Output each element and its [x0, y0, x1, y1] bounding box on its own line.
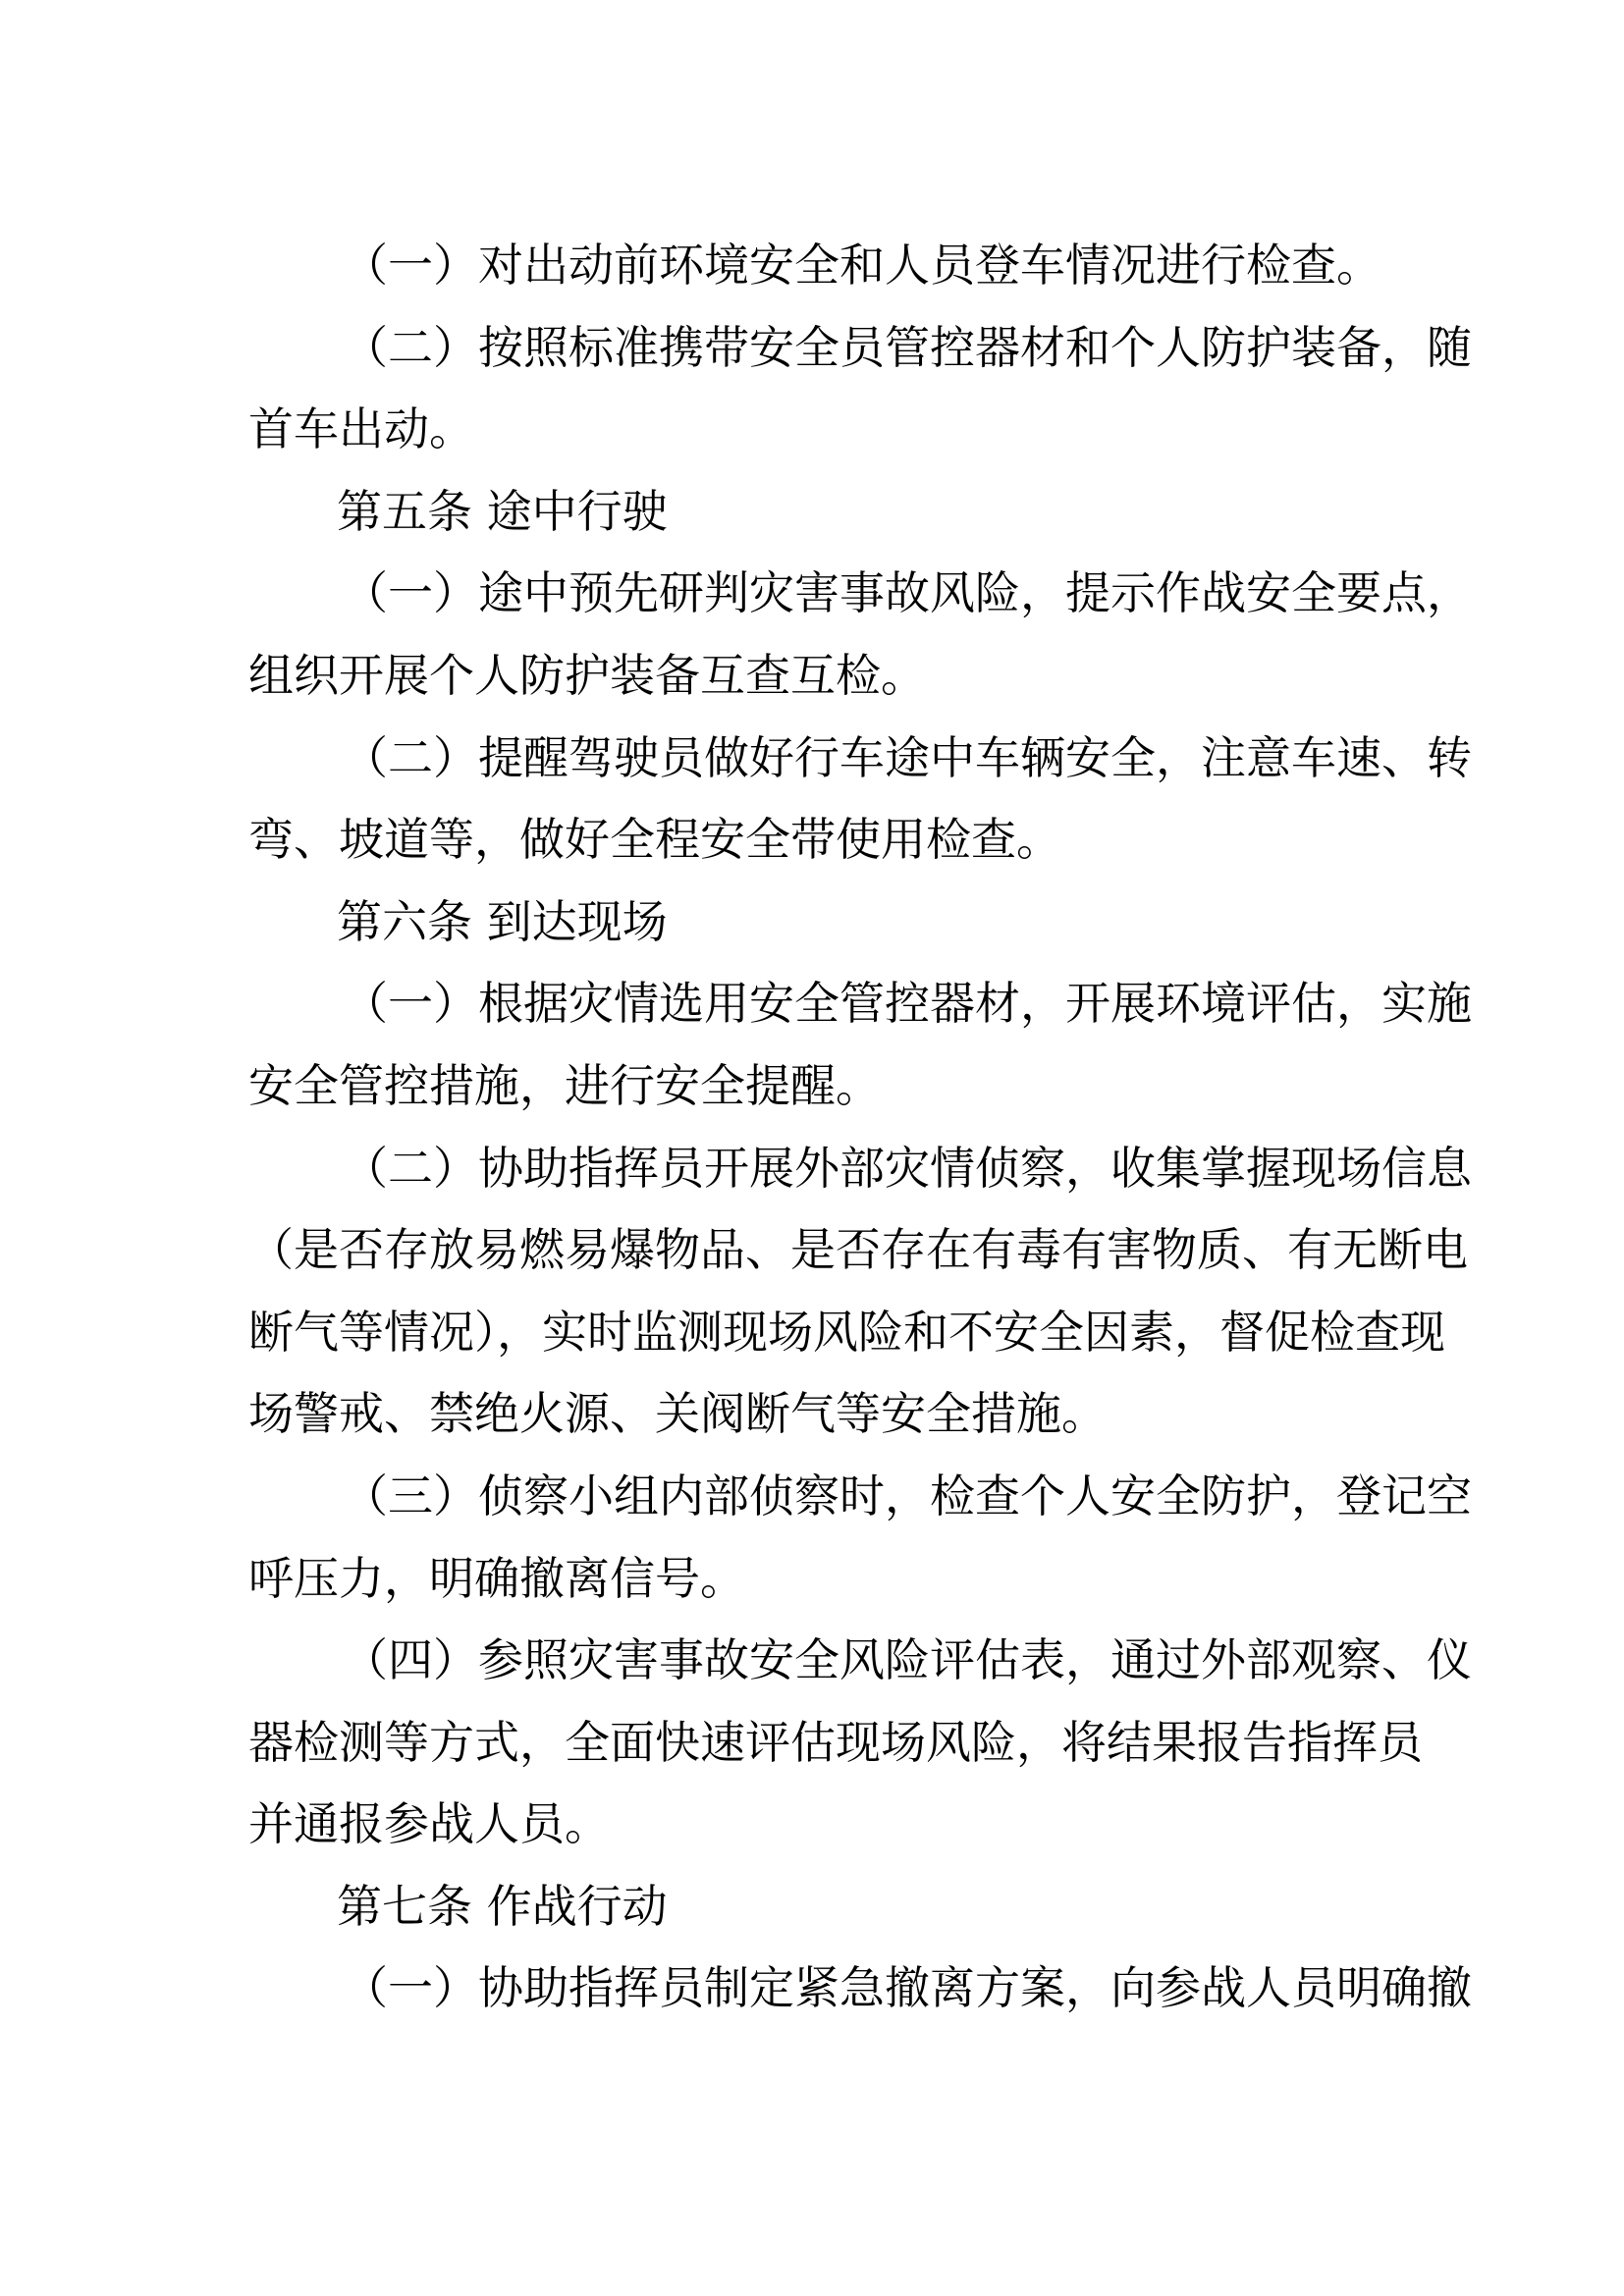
text-line: （一）协助指挥员制定紧急撤离方案，向参战人员明确撤: [343, 1961, 1472, 2015]
paragraph: [248, 1456, 1472, 1620]
paragraph: [248, 1128, 1472, 1456]
paragraph: [248, 553, 1472, 717]
text-line: 呼压力，明确撤离信号。: [248, 1551, 745, 1605]
paragraph: [248, 307, 1472, 471]
text-line: （二）按照标准携带安全员管控器材和个人防护装备，随: [343, 320, 1472, 374]
text-line: 第七条 作战行动: [337, 1879, 668, 1933]
text-line: 弯、坡道等，做好全程安全带使用检查。: [248, 813, 1061, 867]
document-page: [248, 225, 1472, 2030]
text-line: 场警戒、禁绝火源、关阀断气等安全措施。: [248, 1387, 1107, 1441]
text-line: （四）参照灾害事故安全风险评估表，通过外部观察、仪: [343, 1633, 1472, 1687]
text-line: 并通报参战人员。: [248, 1797, 610, 1851]
article-heading: [248, 471, 1388, 554]
text-line: 第五条 途中行驶: [337, 484, 668, 538]
text-line: 首车出动。: [248, 402, 474, 456]
paragraph: [248, 718, 1472, 881]
article-heading: [248, 1866, 1388, 1949]
paragraph: [248, 225, 1388, 307]
text-line: （是否存放易燃易爆物品、是否存在有毒有害物质、有无断电: [248, 1223, 1468, 1277]
text-line: （一）根据灾情选用安全管控器材，开展环境评估，实施: [343, 977, 1472, 1031]
text-line: （一）途中预先研判灾害事故风险，提示作战安全要点，: [343, 566, 1472, 620]
paragraph: [248, 1948, 1472, 2030]
article-heading: [248, 881, 1388, 964]
text-line: 断气等情况），实时监测现场风险和不安全因素，督促检查现: [248, 1305, 1445, 1359]
paragraph: [248, 1620, 1472, 1866]
text-line: 安全管控措施，进行安全提醒。: [248, 1058, 881, 1112]
paragraph: [248, 963, 1472, 1127]
text-line: （二）提醒驾驶员做好行车途中车辆安全，注意车速、转: [343, 730, 1472, 784]
text-line: （三）侦察小组内部侦察时，检查个人安全防护，登记空: [343, 1468, 1472, 1522]
text-line: 器检测等方式，全面快速评估现场风险，将结果报告指挥员: [248, 1715, 1423, 1769]
text-line: 组织开展个人防护装备互查互检。: [248, 648, 926, 702]
text-line: （二）协助指挥员开展外部灾情侦察，收集掌握现场信息: [343, 1141, 1472, 1195]
text-line: （一）对出动前环境安全和人员登车情况进行检查。: [343, 239, 1381, 292]
text-line: 第六条 到达现场: [337, 894, 668, 948]
